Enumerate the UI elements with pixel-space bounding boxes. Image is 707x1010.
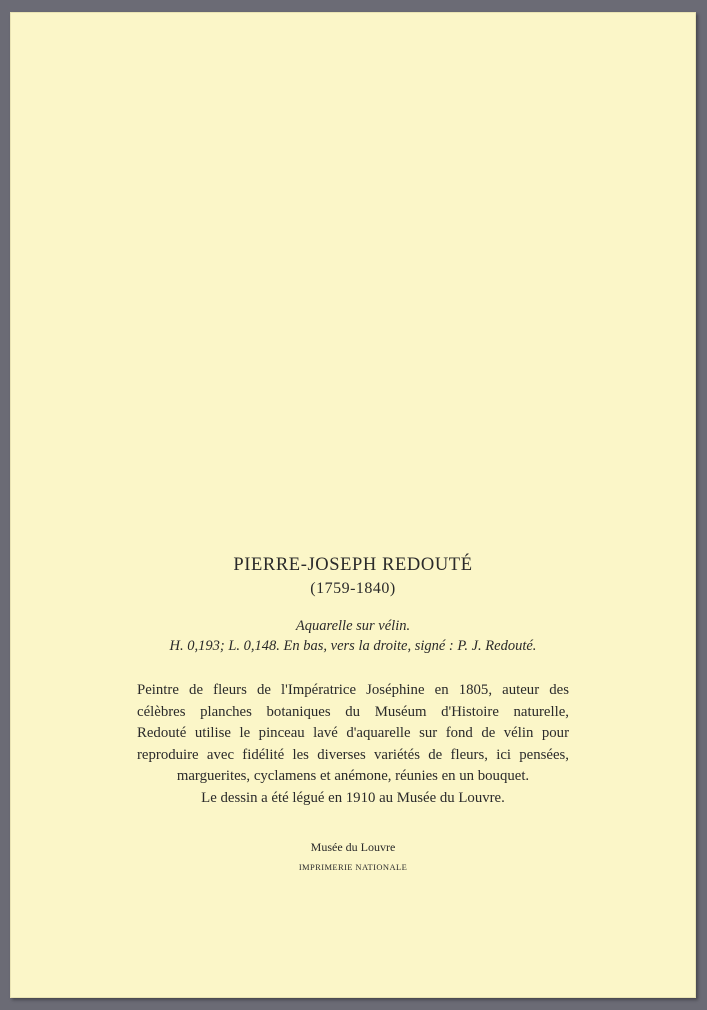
printer-name: IMPRIMERIE NATIONALE bbox=[298, 862, 408, 872]
artist-dates: (1759-1840) bbox=[310, 580, 396, 597]
artwork-technique: Aquarelle sur vélin. bbox=[295, 618, 411, 634]
caption-block bbox=[0, 553, 706, 873]
description-line: Redouté utilise le pinceau lavé d'aquarelle sur fond de vélin pour bbox=[137, 725, 569, 741]
description-line: Le dessin a été légué en 1910 au Musée du Louvre. bbox=[201, 789, 505, 806]
museum-name: Musée du Louvre bbox=[310, 840, 396, 854]
artwork-dimensions: H. 0,193; L. 0,148. En bas, vers la droite, signé : P. J. Redouté. bbox=[169, 638, 537, 654]
artwork-description bbox=[137, 680, 569, 809]
description-line: marguerites, cyclamens et anémone, réunies en un bouquet. bbox=[176, 768, 530, 784]
description-line: reproduire avec fidélité les diverses variétés de fleurs, ici pensées, bbox=[137, 746, 569, 763]
description-line: Peintre de fleurs de l'Impératrice Joséphine en 1805, auteur des bbox=[137, 682, 569, 698]
artist-name: PIERRE-JOSEPH REDOUTÉ bbox=[233, 555, 473, 575]
description-line: célèbres planches botaniques du Muséum d'Histoire naturelle, bbox=[137, 703, 569, 720]
